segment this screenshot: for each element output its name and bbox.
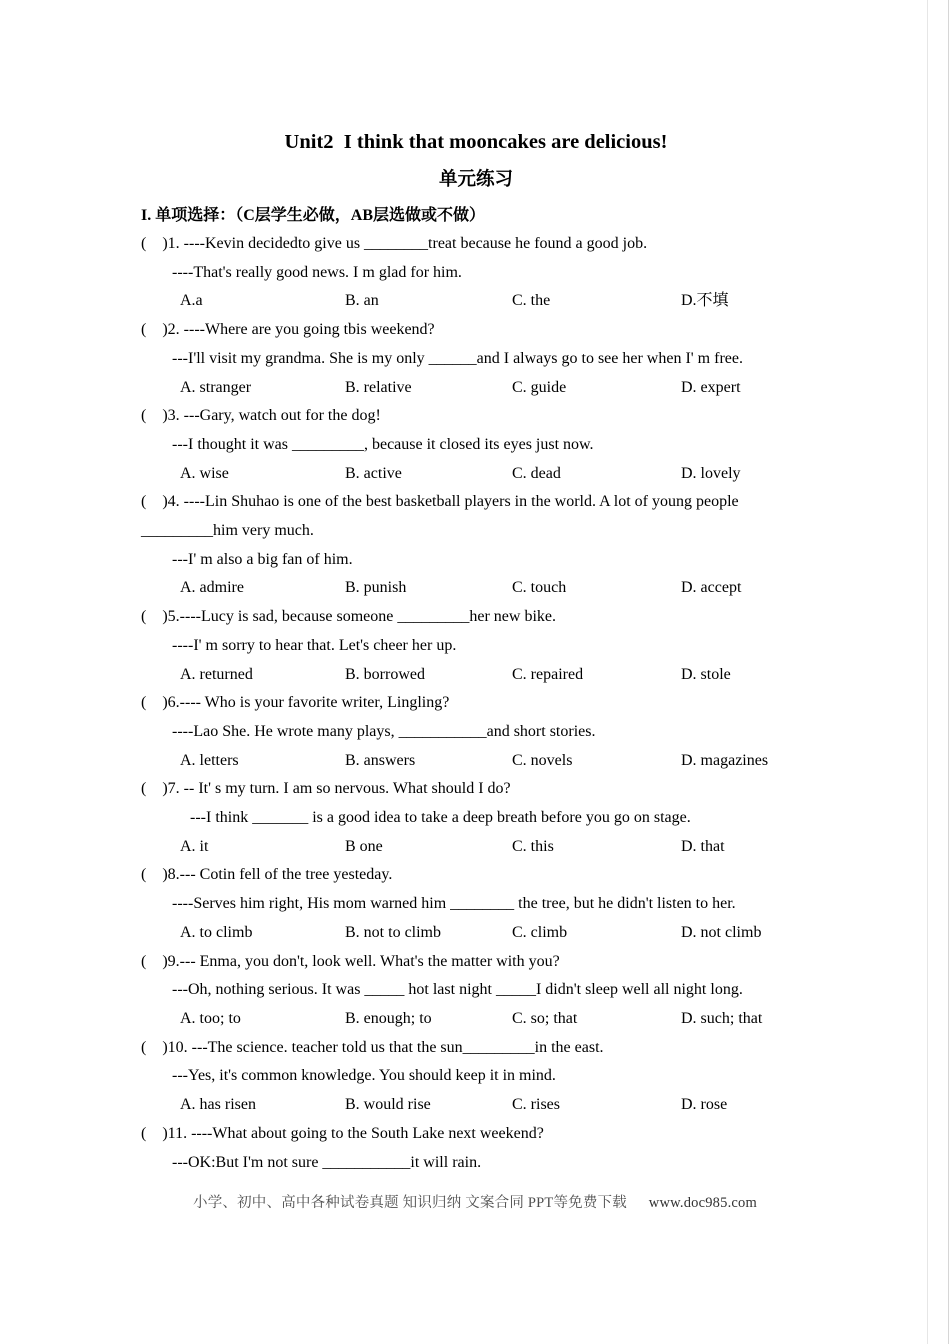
question-1-option-D: D.不填	[681, 292, 729, 310]
question-1-line: ( )1. ----Kevin decidedto give us ________treat because he found a good job.	[141, 235, 648, 252]
question-7-option-C: C. this	[512, 837, 554, 855]
question-5-option-A: A. returned	[180, 665, 253, 683]
footer-url-link[interactable]: www.doc985.com	[648, 1195, 757, 1211]
question-6-line: ----Lao She. He wrote many plays, ___________and short stories.	[172, 722, 596, 740]
section-header: I. 单项选择：（C层学生必做，AB层选做或不做）	[141, 207, 486, 224]
question-4-line: _________him very much.	[141, 522, 314, 540]
question-11	[141, 1120, 811, 1177]
question-8-option-A: A. to climb	[180, 923, 253, 941]
question-6-option-A: A. letters	[180, 751, 239, 769]
question-8-line: ( )8.--- Cotin fell of the tree yesteday.	[141, 866, 393, 884]
question-4-option-A: A. admire	[180, 579, 244, 597]
question-7-options	[180, 833, 811, 862]
question-10-option-D: D. rose	[681, 1096, 728, 1114]
question-9-options	[180, 1005, 811, 1034]
question-1-option-B: B. an	[345, 292, 379, 310]
question-8	[141, 861, 811, 947]
question-4-options	[180, 574, 811, 603]
question-6-option-C: C. novels	[512, 751, 573, 769]
question-10-line: ( )10. ---The science. teacher told us that the sun_________in the east.	[141, 1038, 604, 1056]
question-9	[141, 948, 811, 1034]
question-9-line: ( )9.--- Enma, you don't, look well. What's the matter with you?	[141, 952, 560, 970]
exercise-subtitle: 单元练习	[438, 170, 513, 190]
question-4	[141, 488, 811, 603]
question-2-option-D: D. expert	[681, 378, 741, 396]
question-2	[141, 316, 811, 402]
question-5-line: ----I' m sorry to hear that. Let's cheer her up.	[172, 636, 457, 654]
page-edge-line-inner	[927, 0, 928, 1344]
question-4-line: ( )4. ----Lin Shuhao is one of the best basketball players in the world. A lot of young people	[141, 493, 739, 511]
question-6-option-D: D. magazines	[681, 751, 769, 769]
question-4-option-D: D. accept	[681, 579, 742, 597]
question-10-option-A: A. has risen	[180, 1096, 256, 1114]
question-10-option-B: B. would rise	[345, 1096, 431, 1114]
question-3-options	[180, 460, 811, 489]
question-2-option-A: A. stranger	[180, 378, 252, 396]
question-1-option-A: A.a	[180, 292, 203, 310]
question-9-line: ---Oh, nothing serious. It was _____ hot last night _____I didn't sleep well all night long.	[172, 981, 743, 999]
page-edge-line-outer	[948, 0, 949, 1344]
question-6-option-B: B. answers	[345, 751, 416, 769]
question-5	[141, 603, 811, 689]
question-11-line: ( )11. ----What about going to the South Lake next weekend?	[141, 1124, 544, 1142]
question-5-option-C: C. repaired	[512, 665, 584, 683]
question-5-option-D: D. stole	[681, 665, 731, 683]
question-3-option-A: A. wise	[180, 464, 229, 482]
question-6-line: ( )6.---- Who is your favorite writer, Lingling?	[141, 694, 450, 712]
question-8-line: ----Serves him right, His mom warned him ________ the tree, but he didn't listen to her.	[172, 895, 736, 913]
question-1-options	[180, 287, 811, 316]
question-9-option-A: A. too; to	[180, 1009, 241, 1027]
question-3-option-D: D. lovely	[681, 464, 741, 482]
question-4-option-B: B. punish	[345, 579, 407, 597]
question-10-option-C: C. rises	[512, 1096, 560, 1114]
question-4-option-C: C. touch	[512, 579, 567, 597]
question-10-options	[180, 1091, 811, 1120]
question-8-option-B: B. not to climb	[345, 923, 441, 941]
question-8-options	[180, 919, 811, 948]
question-6	[141, 689, 811, 775]
question-9-option-C: C. so; that	[512, 1009, 578, 1027]
question-1	[141, 230, 811, 316]
question-7-option-B: B one	[345, 837, 383, 855]
question-6-options	[180, 747, 811, 776]
question-2-line: ( )2. ----Where are you going tbis weekend?	[141, 321, 435, 339]
question-2-option-B: B. relative	[345, 378, 412, 396]
question-3	[141, 402, 811, 488]
question-2-options	[180, 374, 811, 403]
question-9-option-D: D. such; that	[681, 1009, 763, 1027]
question-2-option-C: C. guide	[512, 378, 567, 396]
question-7-line: ---I think _______ is a good idea to take a deep breath before you go on stage.	[190, 809, 691, 827]
question-5-line: ( )5.----Lucy is sad, because someone _________her new bike.	[141, 608, 556, 626]
question-5-options	[180, 661, 811, 690]
question-10	[141, 1034, 811, 1120]
question-10-line: ---Yes, it's common knowledge. You should keep it in mind.	[172, 1067, 556, 1085]
footer-promo-text: 小学、初中、高中各种试卷真题 知识归纳 文案合同 PPT等免费下载	[193, 1195, 627, 1211]
question-4-line: ---I' m also a big fan of him.	[172, 550, 353, 568]
question-3-line: ---I thought it was _________, because it closed its eyes just now.	[172, 435, 594, 453]
question-9-option-B: B. enough; to	[345, 1009, 432, 1027]
question-11-line: ---OK:But I'm not sure ___________it will rain.	[172, 1153, 482, 1171]
question-5-option-B: B. borrowed	[345, 665, 425, 683]
question-1-option-C: C. the	[512, 292, 551, 310]
page-footer	[0, 1191, 950, 1212]
question-7	[141, 775, 811, 861]
question-7-line: ( )7. -- It' s my turn. I am so nervous. What should I do?	[141, 780, 511, 798]
question-7-option-D: D. that	[681, 837, 725, 855]
question-3-option-C: C. dead	[512, 464, 561, 482]
questions	[141, 230, 811, 1177]
question-2-line: ---I'll visit my grandma. She is my only ______and I always go to see her when I' m free.	[172, 349, 743, 367]
question-3-line: ( )3. ---Gary, watch out for the dog!	[141, 407, 381, 425]
unit-title: Unit2 I think that mooncakes are delicious!	[284, 131, 668, 153]
question-1-line: ----That's really good news. I m glad for him.	[172, 263, 462, 281]
question-7-option-A: A. it	[180, 837, 209, 855]
question-8-option-D: D. not climb	[681, 923, 762, 941]
question-3-option-B: B. active	[345, 464, 402, 482]
question-8-option-C: C. climb	[512, 923, 568, 941]
